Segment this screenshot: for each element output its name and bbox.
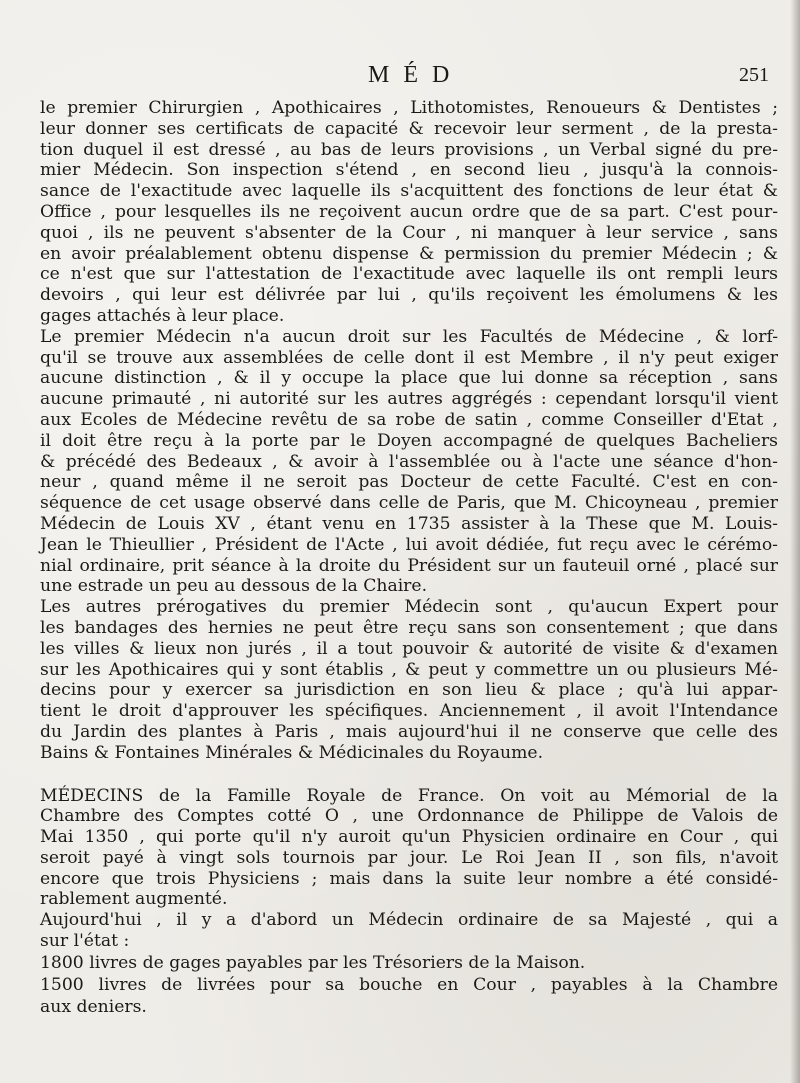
paragraph-medecins-famille-royale bbox=[40, 786, 778, 911]
page-number: 251 bbox=[739, 64, 769, 86]
text-line: neur , quand même il ne seroit pas Docteur de cette Faculté. C'est en con- bbox=[40, 472, 778, 493]
text-line: MÉDECINS de la Famille Royale de France. On voit au Mémorial de la bbox=[40, 785, 778, 806]
text-line: tient le droit d'approuver les spécifiques. Anciennement , il avoit l'Intendance bbox=[40, 701, 778, 722]
text-line: aux Ecoles de Médecine revêtu de sa robe de satin , comme Conseiller d'Etat , bbox=[40, 409, 778, 430]
text-line: les bandages des hernies ne peut être reçu sans son consentement ; que dans bbox=[40, 617, 778, 638]
text-line: sur l'état : bbox=[40, 931, 130, 952]
text-line: sur les Apothicaires qui y sont établis , & peut y commettre un ou plusieurs Mé- bbox=[40, 659, 778, 680]
paragraph-prerogatives bbox=[40, 597, 778, 763]
paragraph-facultes bbox=[40, 327, 778, 597]
text-line: les villes & lieux non jurés , il a tout pouvoir & autorité de visite & d'examen bbox=[40, 638, 778, 659]
text-line: 1800 livres de gages payables par les Trésoriers de la Maison. bbox=[40, 952, 586, 973]
body-text bbox=[40, 98, 778, 1018]
text-line: 1500 livres de livrées pour sa bouche en Cour , payables à la Chambre bbox=[40, 974, 778, 995]
text-line: qu'il se trouve aux assemblées de celle dont il est Membre , il n'y peut exiger bbox=[40, 347, 778, 368]
text-line: leur donner ses certificats de capacité & recevoir leur serment , de la presta- bbox=[40, 118, 778, 139]
text-line: Le premier Médecin n'a aucun droit sur les Facultés de Médecine , & lorf- bbox=[40, 326, 778, 347]
text-line: sance de l'exactitude avec laquelle ils s'acquittent des fonctions de leur état & bbox=[40, 181, 778, 202]
text-line: Chambre des Comptes cotté O , une Ordonnance de Philippe de Valois de bbox=[40, 806, 778, 827]
running-head-title: MÉD bbox=[368, 62, 464, 88]
text-line: une estrade un peu au dessous de la Chaire. bbox=[40, 576, 428, 597]
text-line: aucune distinction , & il y occupe la place que lui donne sa réception , sans bbox=[40, 368, 778, 389]
item-gages bbox=[40, 952, 778, 974]
text-line: quoi , ils ne peuvent s'absenter de la Cour , ni manquer à leur service , sans bbox=[40, 222, 778, 243]
text-line: Médecin de Louis XV , étant venu en 1735 assister à la These que M. Louis- bbox=[40, 513, 778, 534]
text-line: Bains & Fontaines Minérales & Médicinales du Royaume. bbox=[40, 742, 544, 763]
text-line: nial ordinaire, prit séance à la droite du Président sur un fauteuil orné , placé sur bbox=[40, 555, 778, 576]
section-gap bbox=[40, 764, 778, 786]
text-line: Les autres prérogatives du premier Médecin sont , qu'aucun Expert pour bbox=[40, 597, 778, 618]
text-line: Jean le Thieullier , Président de l'Acte , lui avoit dédiée, fut reçu avec le cérémo- bbox=[40, 534, 778, 555]
text-line: rablement augmenté. bbox=[40, 889, 228, 910]
text-line: Mai 1350 , qui porte qu'il n'y auroit qu'un Physicien ordinaire en Cour , qui bbox=[40, 827, 778, 848]
paragraph-aujourdhui bbox=[40, 910, 778, 952]
text-line: aucune primauté , ni autorité sur les autres aggrégés : cependant lorsqu'il vient bbox=[40, 389, 778, 410]
text-line: tion duquel il est dressé , au bas de leurs provisions , un Verbal signé du pre- bbox=[40, 139, 778, 160]
text-line: devoirs , qui leur est délivrée par lui , qu'ils reçoivent les émolumens & les bbox=[40, 285, 778, 306]
paragraph-first-chirurgien bbox=[40, 98, 778, 327]
text-line: seroit payé à vingt sols tournois par jour. Le Roi Jean II , son fils, n'avoit bbox=[40, 847, 778, 868]
text-line: encore que trois Physiciens ; mais dans la suite leur nombre a été considé- bbox=[40, 868, 778, 889]
running-head bbox=[0, 62, 800, 92]
item-livrees bbox=[40, 974, 778, 1018]
text-line: le premier Chirurgien , Apothicaires , Lithotomistes, Renoueurs & Dentistes ; bbox=[40, 98, 778, 118]
text-line: il doit être reçu à la porte par le Doyen accompagné de quelques Bacheliers bbox=[40, 430, 778, 451]
text-line: aux deniers. bbox=[40, 996, 147, 1017]
text-line: Office , pour lesquelles ils ne reçoivent aucun ordre que de sa part. C'est pour- bbox=[40, 201, 778, 222]
text-line: en avoir préalablement obtenu dispense & permission du premier Médecin ; & bbox=[40, 243, 778, 264]
text-line: mier Médecin. Son inspection s'étend , en second lieu , jusqu'à la connois- bbox=[40, 160, 778, 181]
text-line: & précédé des Bedeaux , & avoir à l'assemblée ou à l'acte une séance d'hon- bbox=[40, 451, 778, 472]
text-line: séquence de cet usage observé dans celle de Paris, que M. Chicoyneau , premier bbox=[40, 493, 778, 514]
text-line: ce n'est que sur l'attestation de l'exactitude avec laquelle ils ont rempli leurs bbox=[40, 264, 778, 285]
page-edge-shadow bbox=[790, 0, 800, 1083]
text-line: Aujourd'hui , il y a d'abord un Médecin ordinaire de sa Majesté , qui a bbox=[40, 910, 778, 931]
text-line: du Jardin des plantes à Paris , mais aujourd'hui il ne conserve que celle des bbox=[40, 721, 778, 742]
text-line: decins pour y exercer sa jurisdiction en son lieu & place ; qu'à lui appar- bbox=[40, 680, 778, 701]
text-line: gages attachés à leur place. bbox=[40, 305, 285, 326]
